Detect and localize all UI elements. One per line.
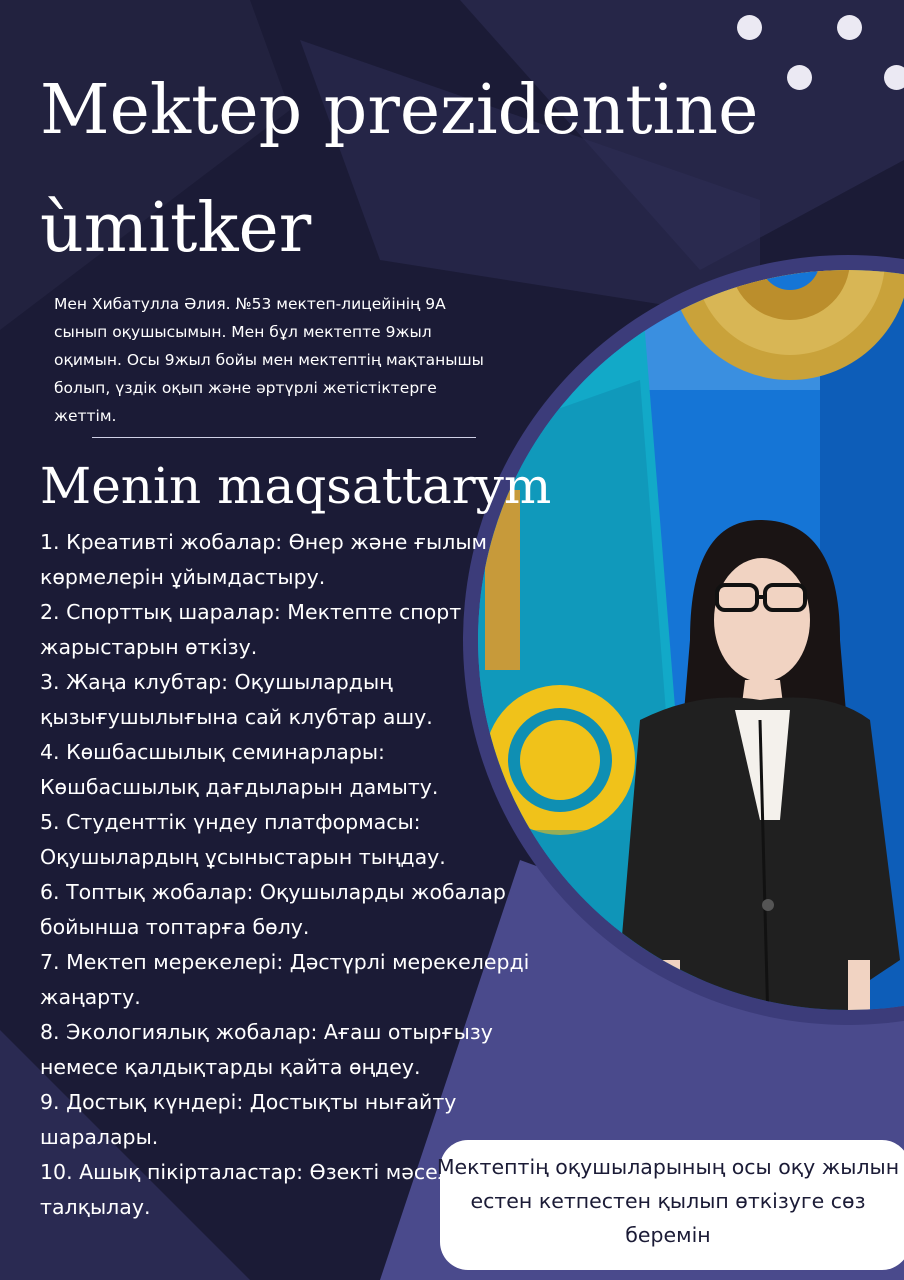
goal-item: 8. Экологиялық жобалар: Ағаш отырғызу немесе қалдықтарды қайта өңдеу. xyxy=(40,1020,493,1079)
goal-item: 10. Ашық пікірталастар: Өзекті мәселелерді талқылау. xyxy=(40,1160,523,1219)
intro-text: Мен Хибатулла Әлия. №53 мектеп-лицейінің 9А сынып оқушысымын. Мен бұл мектепте 9жыл оқимын. Осы 9жыл бойы мен мектептің мақтанышы болып, үздік оқып және әртүрлі жетістіктерге жеттім. xyxy=(54,295,484,425)
page-title: Mektep prezidentine ùmitker xyxy=(40,71,759,268)
goal-item: 3. Жаңа клубтар: Оқушылардың қызығушылығына сай клубтар ашу. xyxy=(40,670,433,729)
goals-heading: Menin maqsattarym xyxy=(40,457,552,515)
goal-item: 4. Көшбасшылық семинарлары: Көшбасшылық дағдыларын дамыту. xyxy=(40,740,439,799)
goal-item: 2. Спорттық шаралар: Мектепте спорт жарыстарын өткізу. xyxy=(40,600,462,659)
goal-item: 5. Студенттік үндеу платформасы: Оқушылардың ұсыныстарын тыңдау. xyxy=(40,810,446,869)
goal-item: 9. Достық күндері: Достықты нығайту шаралары. xyxy=(40,1090,457,1149)
goal-item: 1. Креативті жобалар: Өнер және ғылым көрмелерін ұйымдастыру. xyxy=(40,530,487,589)
divider xyxy=(92,437,476,438)
goal-item: 7. Мектеп мерекелері: Дәстүрлі мерекелерді жаңарту. xyxy=(40,950,530,1009)
goals-list xyxy=(40,525,530,1225)
goal-item: 6. Топтық жобалар: Оқушыларды жобалар бойынша топтарға бөлу. xyxy=(40,880,506,939)
promise-caption: Мектептің оқушыларының осы оқу жылын естен кетпестен қылып өткізуге сөз беремін xyxy=(436,1155,900,1247)
